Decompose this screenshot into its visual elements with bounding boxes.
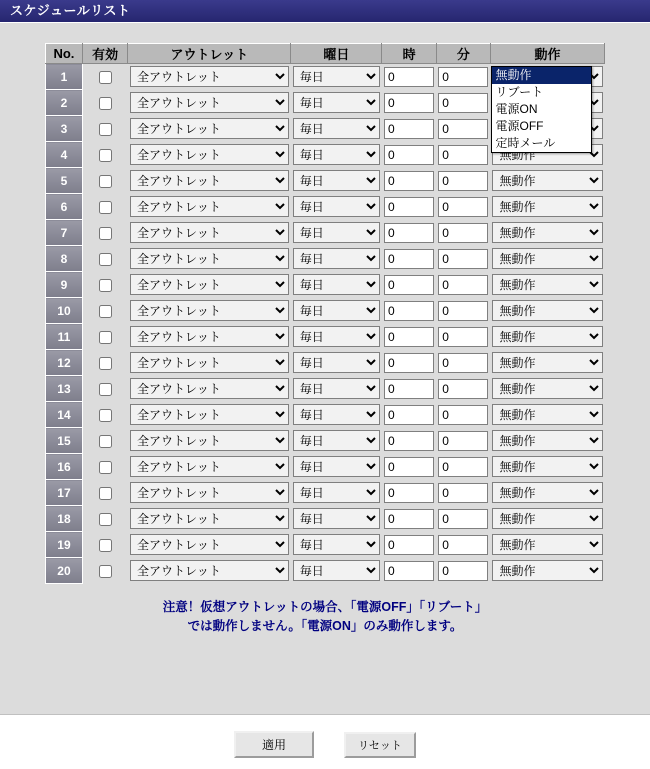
day-select[interactable] bbox=[293, 378, 380, 399]
action-cell bbox=[490, 350, 604, 376]
outlet-select[interactable] bbox=[130, 378, 289, 399]
hour-input[interactable] bbox=[384, 483, 434, 503]
outlet-cell bbox=[128, 168, 291, 194]
minute-input[interactable] bbox=[438, 457, 488, 477]
hour-cell bbox=[382, 532, 436, 558]
action-select[interactable] bbox=[492, 534, 602, 555]
outlet-select[interactable] bbox=[130, 248, 289, 269]
enabled-cell bbox=[82, 116, 128, 142]
outlet-cell bbox=[128, 90, 291, 116]
header-minute: 分 bbox=[436, 44, 490, 64]
minute-cell bbox=[436, 480, 490, 506]
outlet-select[interactable] bbox=[130, 222, 289, 243]
action-cell bbox=[490, 272, 604, 298]
hour-cell bbox=[382, 506, 436, 532]
row-number: 8 bbox=[46, 246, 83, 272]
minute-cell bbox=[436, 116, 490, 142]
hour-cell bbox=[382, 428, 436, 454]
hour-input[interactable] bbox=[384, 353, 434, 373]
outlet-select[interactable] bbox=[130, 118, 289, 139]
enabled-checkbox[interactable] bbox=[99, 305, 112, 318]
minute-input[interactable] bbox=[438, 223, 488, 243]
enabled-cell bbox=[82, 402, 128, 428]
day-select[interactable] bbox=[293, 92, 380, 113]
action-cell bbox=[490, 402, 604, 428]
minute-cell bbox=[436, 506, 490, 532]
minute-cell bbox=[436, 376, 490, 402]
hour-input[interactable] bbox=[384, 249, 434, 269]
day-select[interactable] bbox=[293, 456, 380, 477]
minute-cell bbox=[436, 402, 490, 428]
table-row bbox=[46, 324, 605, 350]
action-select[interactable] bbox=[492, 196, 602, 217]
hour-input[interactable] bbox=[384, 275, 434, 295]
table-row bbox=[46, 194, 605, 220]
enabled-checkbox[interactable] bbox=[99, 253, 112, 266]
minute-cell bbox=[436, 246, 490, 272]
action-cell bbox=[490, 220, 604, 246]
hour-input[interactable] bbox=[384, 145, 434, 165]
enabled-cell bbox=[82, 64, 128, 90]
hour-input[interactable] bbox=[384, 223, 434, 243]
action-cell bbox=[490, 558, 604, 584]
minute-input[interactable] bbox=[438, 93, 488, 113]
enabled-checkbox[interactable] bbox=[99, 331, 112, 344]
enabled-checkbox[interactable] bbox=[99, 279, 112, 292]
day-cell bbox=[291, 272, 382, 298]
hour-input[interactable] bbox=[384, 509, 434, 529]
outlet-cell bbox=[128, 558, 291, 584]
outlet-select[interactable] bbox=[130, 482, 289, 503]
action-select[interactable] bbox=[492, 274, 602, 295]
page-title: スケジュールリスト bbox=[10, 3, 131, 18]
enabled-cell bbox=[82, 376, 128, 402]
enabled-checkbox[interactable] bbox=[99, 201, 112, 214]
minute-input[interactable] bbox=[438, 509, 488, 529]
outlet-cell bbox=[128, 480, 291, 506]
day-cell bbox=[291, 428, 382, 454]
enabled-cell bbox=[82, 350, 128, 376]
table-row bbox=[46, 454, 605, 480]
header-hour: 時 bbox=[382, 44, 436, 64]
reset-button[interactable]: リセット bbox=[344, 732, 416, 758]
row-number: 14 bbox=[46, 402, 83, 428]
outlet-select[interactable] bbox=[130, 144, 289, 165]
table-row bbox=[46, 220, 605, 246]
enabled-checkbox[interactable] bbox=[99, 461, 112, 474]
row-number: 6 bbox=[46, 194, 83, 220]
table-row bbox=[46, 298, 605, 324]
enabled-checkbox[interactable] bbox=[99, 435, 112, 448]
minute-input[interactable] bbox=[438, 353, 488, 373]
action-dropdown-option[interactable]: リブート bbox=[495, 85, 544, 99]
action-cell bbox=[490, 506, 604, 532]
action-dropdown-option[interactable]: 定時メール bbox=[495, 136, 556, 150]
day-cell bbox=[291, 90, 382, 116]
apply-button[interactable]: 適用 bbox=[234, 731, 314, 758]
minute-cell bbox=[436, 194, 490, 220]
enabled-cell bbox=[82, 168, 128, 194]
table-row bbox=[46, 246, 605, 272]
hour-cell bbox=[382, 272, 436, 298]
day-cell bbox=[291, 64, 382, 90]
day-cell bbox=[291, 194, 382, 220]
action-cell bbox=[490, 64, 604, 150]
outlet-cell bbox=[128, 350, 291, 376]
enabled-checkbox[interactable] bbox=[99, 357, 112, 370]
enabled-cell bbox=[82, 532, 128, 558]
table-row bbox=[46, 350, 605, 376]
table-row bbox=[46, 558, 605, 584]
action-cell bbox=[490, 324, 604, 350]
table-header-row bbox=[46, 44, 605, 64]
hour-input[interactable] bbox=[384, 405, 434, 425]
row-number: 11 bbox=[46, 324, 83, 350]
action-select[interactable] bbox=[492, 248, 602, 269]
outlet-cell bbox=[128, 220, 291, 246]
action-select[interactable] bbox=[492, 170, 602, 191]
hour-cell bbox=[382, 350, 436, 376]
action-dropdown-option[interactable]: 電源ON bbox=[495, 102, 538, 116]
day-cell bbox=[291, 454, 382, 480]
schedule-panel bbox=[0, 22, 650, 714]
action-cell bbox=[490, 428, 604, 454]
row-number: 20 bbox=[46, 558, 83, 584]
action-select[interactable] bbox=[492, 482, 602, 503]
enabled-checkbox[interactable] bbox=[99, 123, 112, 136]
day-cell bbox=[291, 402, 382, 428]
hour-input[interactable] bbox=[384, 535, 434, 555]
enabled-checkbox[interactable] bbox=[99, 487, 112, 500]
hour-input[interactable] bbox=[384, 431, 434, 451]
hour-cell bbox=[382, 194, 436, 220]
day-select[interactable] bbox=[293, 404, 380, 425]
action-select[interactable] bbox=[492, 508, 602, 529]
minute-input[interactable] bbox=[438, 67, 488, 87]
enabled-cell bbox=[82, 142, 128, 168]
hour-input[interactable] bbox=[384, 301, 434, 321]
enabled-checkbox[interactable] bbox=[99, 149, 112, 162]
action-cell bbox=[490, 298, 604, 324]
action-cell bbox=[490, 168, 604, 194]
minute-cell bbox=[436, 350, 490, 376]
outlet-cell bbox=[128, 402, 291, 428]
hour-input[interactable] bbox=[384, 561, 434, 581]
row-number: 18 bbox=[46, 506, 83, 532]
day-select[interactable] bbox=[293, 508, 380, 529]
table-row bbox=[46, 168, 605, 194]
outlet-select[interactable] bbox=[130, 300, 289, 321]
day-cell bbox=[291, 168, 382, 194]
hour-cell bbox=[382, 168, 436, 194]
outlet-cell bbox=[128, 324, 291, 350]
outlet-cell bbox=[128, 116, 291, 142]
minute-input[interactable] bbox=[438, 119, 488, 139]
action-select[interactable] bbox=[492, 456, 602, 477]
minute-input[interactable] bbox=[438, 327, 488, 347]
row-number: 9 bbox=[46, 272, 83, 298]
row-number: 19 bbox=[46, 532, 83, 558]
hour-cell bbox=[382, 298, 436, 324]
action-cell bbox=[490, 194, 604, 220]
minute-cell bbox=[436, 428, 490, 454]
minute-input[interactable] bbox=[438, 535, 488, 555]
row-number: 10 bbox=[46, 298, 83, 324]
enabled-checkbox[interactable] bbox=[99, 539, 112, 552]
hour-cell bbox=[382, 558, 436, 584]
minute-cell bbox=[436, 558, 490, 584]
row-number: 17 bbox=[46, 480, 83, 506]
day-cell bbox=[291, 558, 382, 584]
enabled-checkbox[interactable] bbox=[99, 383, 112, 396]
hour-cell bbox=[382, 220, 436, 246]
enabled-cell bbox=[82, 90, 128, 116]
day-cell bbox=[291, 350, 382, 376]
outlet-select[interactable] bbox=[130, 560, 289, 581]
action-select[interactable] bbox=[492, 300, 602, 321]
outlet-cell bbox=[128, 506, 291, 532]
warning-note bbox=[45, 598, 605, 636]
day-select[interactable] bbox=[293, 482, 380, 503]
enabled-cell bbox=[82, 480, 128, 506]
day-select[interactable] bbox=[293, 300, 380, 321]
enabled-cell bbox=[82, 454, 128, 480]
day-cell bbox=[291, 532, 382, 558]
outlet-cell bbox=[128, 454, 291, 480]
enabled-cell bbox=[82, 298, 128, 324]
outlet-select[interactable] bbox=[130, 456, 289, 477]
outlet-cell bbox=[128, 142, 291, 168]
hour-cell bbox=[382, 402, 436, 428]
schedule-table bbox=[45, 43, 605, 584]
day-cell bbox=[291, 246, 382, 272]
minute-cell bbox=[436, 298, 490, 324]
row-number: 13 bbox=[46, 376, 83, 402]
header-no: No. bbox=[46, 44, 83, 64]
action-cell bbox=[490, 454, 604, 480]
table-row bbox=[46, 506, 605, 532]
row-number: 5 bbox=[46, 168, 83, 194]
outlet-cell bbox=[128, 64, 291, 90]
enabled-cell bbox=[82, 558, 128, 584]
hour-input[interactable] bbox=[384, 119, 434, 139]
warning-note-line-2: では動作しません。「電源ON」のみ動作します。 bbox=[187, 618, 463, 633]
outlet-select[interactable] bbox=[130, 66, 289, 87]
outlet-select[interactable] bbox=[130, 326, 289, 347]
minute-cell bbox=[436, 142, 490, 168]
enabled-checkbox[interactable] bbox=[99, 565, 112, 578]
minute-cell bbox=[436, 168, 490, 194]
hour-input[interactable] bbox=[384, 171, 434, 191]
row-number: 3 bbox=[46, 116, 83, 142]
enabled-cell bbox=[82, 220, 128, 246]
action-dropdown-open[interactable] bbox=[491, 66, 592, 153]
table-row bbox=[46, 64, 605, 90]
table-row bbox=[46, 402, 605, 428]
schedule-table-body bbox=[46, 64, 605, 584]
minute-input[interactable] bbox=[438, 145, 488, 165]
hour-cell bbox=[382, 90, 436, 116]
day-select[interactable] bbox=[293, 66, 380, 87]
minute-input[interactable] bbox=[438, 561, 488, 581]
minute-input[interactable] bbox=[438, 249, 488, 269]
table-row bbox=[46, 480, 605, 506]
hour-cell bbox=[382, 64, 436, 90]
action-select[interactable] bbox=[492, 404, 602, 425]
minute-cell bbox=[436, 532, 490, 558]
day-cell bbox=[291, 480, 382, 506]
outlet-cell bbox=[128, 298, 291, 324]
schedule-table-wrap bbox=[45, 43, 605, 636]
table-row bbox=[46, 428, 605, 454]
action-select[interactable] bbox=[492, 560, 602, 581]
hour-cell bbox=[382, 142, 436, 168]
row-number: 1 bbox=[46, 64, 83, 90]
day-select[interactable] bbox=[293, 430, 380, 451]
hour-cell bbox=[382, 454, 436, 480]
row-number: 2 bbox=[46, 90, 83, 116]
action-cell bbox=[490, 532, 604, 558]
outlet-cell bbox=[128, 428, 291, 454]
minute-input[interactable] bbox=[438, 379, 488, 399]
outlet-cell bbox=[128, 376, 291, 402]
footer-bar bbox=[0, 714, 650, 769]
day-select[interactable] bbox=[293, 144, 380, 165]
day-select[interactable] bbox=[293, 118, 380, 139]
enabled-cell bbox=[82, 246, 128, 272]
day-cell bbox=[291, 142, 382, 168]
outlet-select[interactable] bbox=[130, 92, 289, 113]
day-select[interactable] bbox=[293, 326, 380, 347]
minute-input[interactable] bbox=[438, 275, 488, 295]
header-action: 動作 bbox=[490, 44, 604, 64]
hour-cell bbox=[382, 246, 436, 272]
row-number: 7 bbox=[46, 220, 83, 246]
day-cell bbox=[291, 376, 382, 402]
hour-input[interactable] bbox=[384, 197, 434, 217]
hour-cell bbox=[382, 116, 436, 142]
day-select[interactable] bbox=[293, 274, 380, 295]
enabled-checkbox[interactable] bbox=[99, 71, 112, 84]
day-cell bbox=[291, 506, 382, 532]
day-cell bbox=[291, 298, 382, 324]
minute-cell bbox=[436, 454, 490, 480]
row-number: 12 bbox=[46, 350, 83, 376]
enabled-cell bbox=[82, 428, 128, 454]
warning-note-line-1: 注意！仮想アウトレットの場合、「電源OFF」「リブート」 bbox=[162, 600, 488, 614]
action-dropdown-option[interactable]: 無動作 bbox=[492, 67, 591, 84]
action-cell bbox=[490, 246, 604, 272]
outlet-select[interactable] bbox=[130, 430, 289, 451]
outlet-cell bbox=[128, 272, 291, 298]
hour-input[interactable] bbox=[384, 67, 434, 87]
day-select[interactable] bbox=[293, 222, 380, 243]
header-day: 曜日 bbox=[291, 44, 382, 64]
minute-input[interactable] bbox=[438, 405, 488, 425]
outlet-select[interactable] bbox=[130, 170, 289, 191]
outlet-select[interactable] bbox=[130, 508, 289, 529]
outlet-cell bbox=[128, 194, 291, 220]
row-number: 4 bbox=[46, 142, 83, 168]
action-dropdown-option[interactable]: 電源OFF bbox=[495, 119, 544, 133]
hour-input[interactable] bbox=[384, 327, 434, 347]
outlet-select[interactable] bbox=[130, 274, 289, 295]
outlet-select[interactable] bbox=[130, 196, 289, 217]
outlet-select[interactable] bbox=[130, 404, 289, 425]
action-cell bbox=[490, 376, 604, 402]
table-row bbox=[46, 272, 605, 298]
window-title-bar bbox=[0, 0, 650, 22]
action-select[interactable] bbox=[492, 378, 602, 399]
enabled-checkbox[interactable] bbox=[99, 175, 112, 188]
header-outlet: アウトレット bbox=[128, 44, 291, 64]
day-select[interactable] bbox=[293, 352, 380, 373]
action-select[interactable] bbox=[492, 352, 602, 373]
enabled-cell bbox=[82, 506, 128, 532]
enabled-checkbox[interactable] bbox=[99, 227, 112, 240]
outlet-cell bbox=[128, 246, 291, 272]
row-number: 15 bbox=[46, 428, 83, 454]
action-cell bbox=[490, 480, 604, 506]
day-select[interactable] bbox=[293, 248, 380, 269]
footer-button-row bbox=[0, 715, 650, 758]
minute-cell bbox=[436, 90, 490, 116]
outlet-select[interactable] bbox=[130, 534, 289, 555]
hour-cell bbox=[382, 480, 436, 506]
enabled-checkbox[interactable] bbox=[99, 97, 112, 110]
header-enabled: 有効 bbox=[82, 44, 128, 64]
outlet-cell bbox=[128, 532, 291, 558]
minute-input[interactable] bbox=[438, 197, 488, 217]
minute-input[interactable] bbox=[438, 431, 488, 451]
enabled-checkbox[interactable] bbox=[99, 513, 112, 526]
day-select[interactable] bbox=[293, 534, 380, 555]
hour-cell bbox=[382, 324, 436, 350]
hour-input[interactable] bbox=[384, 93, 434, 113]
day-cell bbox=[291, 116, 382, 142]
day-select[interactable] bbox=[293, 196, 380, 217]
hour-cell bbox=[382, 376, 436, 402]
minute-input[interactable] bbox=[438, 483, 488, 503]
enabled-cell bbox=[82, 324, 128, 350]
table-row bbox=[46, 532, 605, 558]
action-select[interactable] bbox=[492, 222, 602, 243]
enabled-cell bbox=[82, 272, 128, 298]
row-number: 16 bbox=[46, 454, 83, 480]
day-select[interactable] bbox=[293, 560, 380, 581]
minute-input[interactable] bbox=[438, 171, 488, 191]
minute-cell bbox=[436, 64, 490, 90]
minute-cell bbox=[436, 272, 490, 298]
minute-cell bbox=[436, 324, 490, 350]
day-cell bbox=[291, 324, 382, 350]
action-select[interactable] bbox=[492, 430, 602, 451]
table-row bbox=[46, 376, 605, 402]
enabled-checkbox[interactable] bbox=[99, 409, 112, 422]
minute-input[interactable] bbox=[438, 301, 488, 321]
day-select[interactable] bbox=[293, 170, 380, 191]
hour-input[interactable] bbox=[384, 457, 434, 477]
enabled-cell bbox=[82, 194, 128, 220]
hour-input[interactable] bbox=[384, 379, 434, 399]
day-cell bbox=[291, 220, 382, 246]
action-select[interactable] bbox=[492, 326, 602, 347]
minute-cell bbox=[436, 220, 490, 246]
outlet-select[interactable] bbox=[130, 352, 289, 373]
